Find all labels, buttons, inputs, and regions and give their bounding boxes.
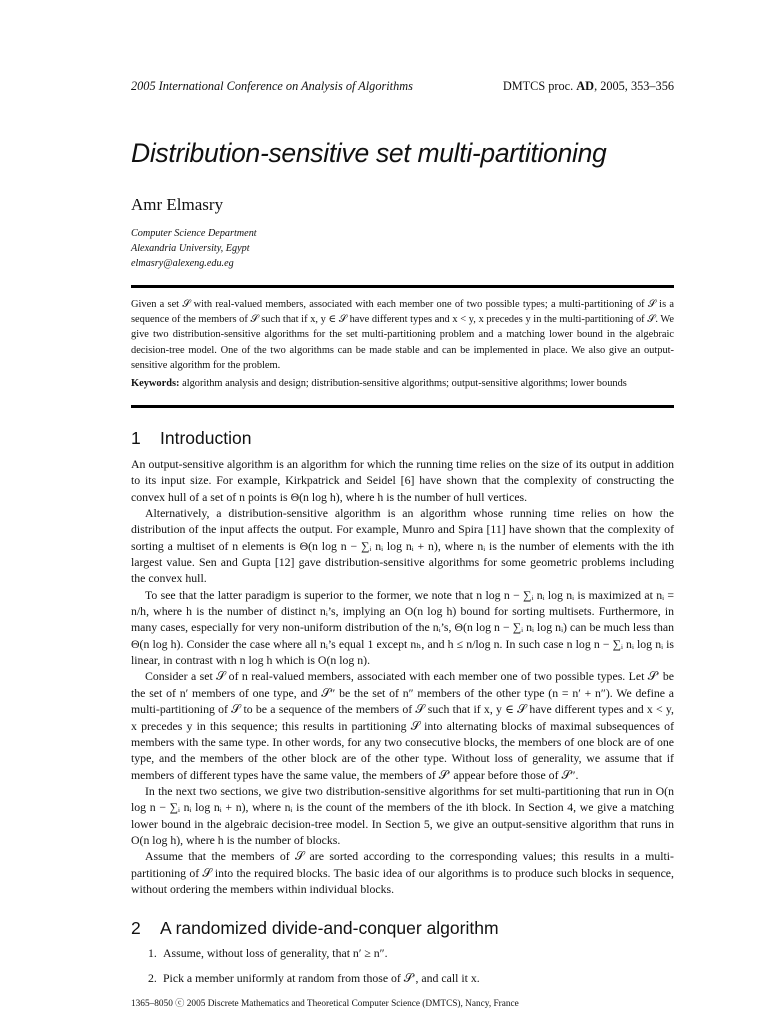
keywords-label: Keywords: — [131, 378, 180, 389]
keywords — [131, 378, 691, 389]
section-1-heading — [131, 428, 251, 449]
paragraph: Assume that the members of 𝒮 are sorted according to the corresponding values; this results in a multi-partitioning of 𝒮 into the required blocks. The basic idea of our algorithms is to produce such blocks in sequence, without ordering the members within individual blocks. — [131, 849, 674, 896]
list-item-number: 1. — [148, 946, 157, 960]
section-title: Introduction — [160, 428, 252, 448]
section-1-body — [131, 456, 674, 897]
list-item — [148, 946, 388, 961]
running-header — [131, 79, 674, 94]
affiliation-department: Computer Science Department — [131, 228, 257, 239]
abstract: Given a set 𝒮 with real-valued members, associated with each member one of two possible types; a multi-partitioning of 𝒮 is a sequence of the members of 𝒮 such that if x, y ∈ 𝒮 have different types and x < y, x precedes y in the multi-partitioning of 𝒮. We give two distribution-sensitive algorithms for the set multi-partitioning problem and a matching lower bound in the algebraic decision-tree model. One of the two algorithms can be made stable and can be implemented in place. We also give an output-sensitive algorithm for the problem. — [131, 299, 674, 371]
paragraph: In the next two sections, we give two distribution-sensitive algorithms for set multi-partitioning that run in O(n log n − ∑ᵢ nᵢ log nᵢ + n), where nᵢ is the count of the members of the ith block. In Section 4, we give a matching lower bound in the algebraic decision-tree model. In Section 5, we give an output-sensitive algorithm that runs in O(n log h), where h is the number of blocks. — [131, 783, 674, 847]
author-name: Amr Elmasry — [131, 195, 224, 214]
journal-volume: AD — [576, 79, 595, 93]
journal-citation — [503, 79, 674, 94]
bottom-rule — [131, 405, 674, 408]
section-number: 1 — [131, 428, 141, 448]
journal-prefix: DMTCS proc. — [502, 79, 577, 93]
paragraph: Consider a set 𝒮 of n real-valued members, associated with each member one of two possible types. Let 𝒮′ be the set of n′ members of one type, and 𝒮″ be the set of n″ members of the other type (n = n′ + n″). We define a multi-partitioning of 𝒮 to be a sequence of the members of 𝒮 such that if x, y ∈ 𝒮 have different types and x < y, x precedes y in this sequence; this results in partitioning 𝒮 into alternating blocks of maximal subsequences of members with the same type. In other words, for any two consecutive blocks, the members of one block are of one type, and the members of the other block are of the other type. Without loss of generality, we assume that if members of different types have the same value, the members of 𝒮′ appear before those of 𝒮″. — [131, 669, 674, 782]
conference-name: 2005 International Conference on Analysis of Algorithms — [131, 79, 413, 93]
top-rule — [131, 285, 674, 288]
list-item-text: Assume, without loss of generality, that n′ ≥ n″. — [163, 946, 388, 960]
paragraph: To see that the latter paradigm is superior to the former, we note that n log n − ∑ᵢ nᵢ log nᵢ is maximized at nᵢ = n/h, where h is the number of distinct nᵢ’s, implying an O(n log h) bound for sorting multisets. Furthermore, in many cases, especially for very non-uniform distribution of the nᵢ’s, Θ(n log n − ∑ᵢ nᵢ log nᵢ) can be much less than Θ(n log h). Consider the case where all nᵢ’s equal 1 except nₕ, and h ≤ n/log n. In such case n log n − ∑ᵢ nᵢ log nᵢ is linear, in contrast with n log h which is O(n log n). — [131, 587, 674, 668]
affiliation — [131, 226, 257, 271]
journal-pages: , 2005, 353–356 — [594, 79, 674, 93]
paper-title: Distribution-sensitive set multi-partitioning — [131, 138, 607, 168]
affiliation-university: Alexandria University, Egypt — [131, 243, 250, 254]
section-number: 2 — [131, 918, 141, 938]
list-item-number: 2. — [148, 971, 157, 985]
list-item — [148, 971, 480, 986]
author-email: elmasry@alexeng.edu.eg — [131, 258, 234, 269]
section-2-heading — [131, 918, 499, 939]
section-title: A randomized divide-and-conquer algorithm — [160, 918, 499, 938]
paragraph: An output-sensitive algorithm is an algorithm for which the running time relies on the size of its output in addition to its input size. For example, Kirkpatrick and Seidel [6] have shown that the complexity of constructing the convex hull of a set of n points is Θ(n log h), where h is the number of hull vertices. — [131, 457, 674, 504]
list-item-text: Pick a member uniformly at random from those of 𝒮′, and call it x. — [163, 971, 480, 985]
keywords-text: algorithm analysis and design; distribution-sensitive algorithms; output-sensitive algorithms; lower bounds — [182, 378, 627, 389]
copyright-footer: 1365–8050 ⓒ 2005 Discrete Mathematics and Theoretical Computer Science (DMTCS), Nancy, France — [131, 999, 519, 1009]
paragraph: Alternatively, a distribution-sensitive algorithm is an algorithm whose running time relies on how the distribution of the input affects the output. For example, Munro and Spira [11] have shown that the complexity of sorting a multiset of n elements is Θ(n log n − ∑ᵢ nᵢ log nᵢ + n), where nᵢ is the number of elements with the ith largest value. Sen and Gupta [12] gave distribution-sensitive algorithms for some geometric problems including the convex hull. — [131, 506, 674, 586]
